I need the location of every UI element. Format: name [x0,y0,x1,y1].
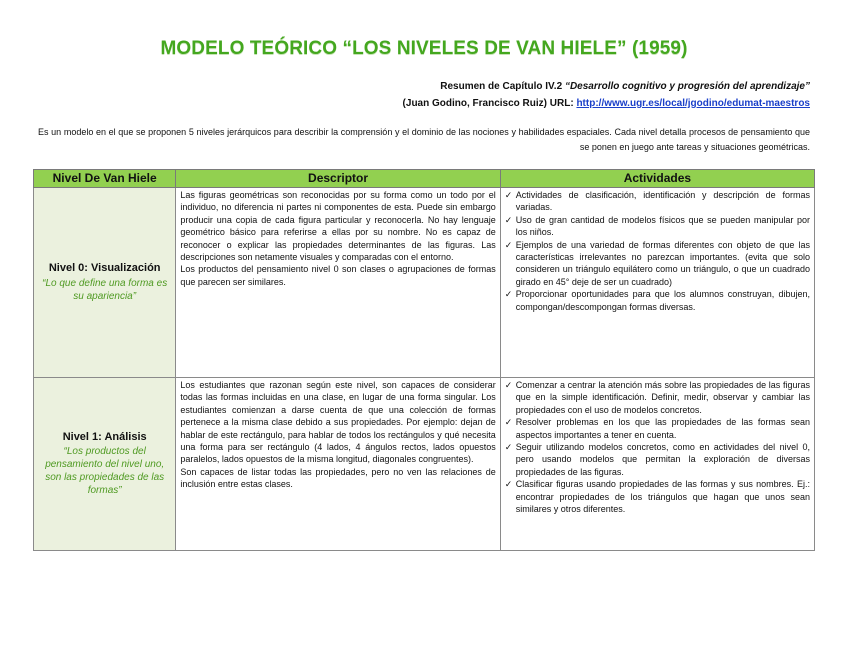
reference-line-1 [440,81,810,92]
nivel-quote: “Lo que define una forma es su apariencia” [42,277,168,302]
table-header-row [34,170,815,188]
document-title: MODELO TEÓRICO “LOS NIVELES DE VAN HIELE” (1959) [160,38,688,59]
checkmark-icon: ✓ [504,190,513,200]
descriptor-paragraph: Los estudiantes que razonan según este nivel, son capaces de considerar todas las formas incluidas en una clase, en lugar de una forma singular. Los estudiantes comienzan a darse cuenta de que una colección de formas pertenece a la misma clase debido a sus propiedades. Por ejemplo: dejan de hablar de este rectángulo, para hablar de todos los rectángulos y qué necesita una forma para ser rectángulo (4 lados, 4 ángulos rectos, lados opuestos paralelos, lados opuestos de la misma longitud, diagonales congruentes). [180,380,496,465]
actividades-cell [500,378,814,551]
intro-paragraph: Es un modelo en el que se proponen 5 niveles jerárquicos para describir la comprensión y el dominio de las nociones y habilidades espaciales. Cada nivel detalla procesos de pensamiento que se ponen en juego ante tareas y situaciones geométricas. [38,127,810,152]
nivel-name: Nivel 0: Visualización [48,262,161,275]
nivel-cell [34,188,176,378]
descriptor-paragraph: Son capaces de listar todas las propiedades, pero no ven las relaciones de inclusión entre estas clases. [180,466,496,490]
activity-text: Ejemplos de una variedad de formas diferentes con objeto de que las características irrelevantes no parezcan importantes. (evita que solo consideren un triángulo equilátero como un triángulo, o que un cuadrado girado en 45° deje de ser un cuadrado) [515,239,810,287]
list-item [505,189,810,214]
checkmark-icon: ✓ [504,289,513,300]
activity-text: Comenzar a centrar la atención más sobre las propiedades de las figuras que en la simple identificación. Definir, medir, observar y cambiar las propiedades con el uso de modelos concretos. [515,380,810,415]
table-row [34,378,815,551]
list-item [505,239,810,289]
actividades-list [505,379,810,515]
reference-url-link[interactable]: http://www.ugr.es/local/jgodino/edumat-maestros [576,98,810,109]
reference-chapter: Resumen de Capítulo IV.2 [440,81,565,92]
list-item [505,288,810,313]
activity-text: Resolver problemas en los que las propiedades de las formas sean aspectos importantes a tener en cuenta. [515,417,810,440]
column-header-descriptor: Descriptor [176,170,500,188]
checkmark-icon: ✓ [504,239,513,250]
checkmark-icon: ✓ [504,442,513,453]
list-item [505,214,810,239]
activity-text: Clasificar figuras usando propiedades de las formas y sus nombres. Ej.: encontrar propiedades de los triángulos que hagan que unos sean similares y otros diferentes. [515,479,810,515]
reference-chapter-title: “Desarrollo cognitivo y progresión del aprendizaje” [564,81,810,92]
actividades-list [505,189,810,313]
checkmark-icon: ✓ [504,214,513,225]
column-header-nivel: Nivel De Van Hiele [34,170,176,188]
nivel-name: Nivel 1: Análisis [62,430,147,443]
descriptor-paragraph: Los productos del pensamiento nivel 0 son clases o agrupaciones de formas que parecen ser similares. [180,264,496,287]
activity-text: Uso de gran cantidad de modelos físicos que se pueden manipular por los niños. [515,214,810,238]
list-item [505,441,810,478]
activity-text: Seguir utilizando modelos concretos, como en actividades del nivel 0, pero usando modelos que permitan la exploración de diversas propiedades de las figuras. [515,442,810,477]
descriptor-cell [176,378,500,551]
descriptor-cell [176,188,500,378]
list-item [505,478,810,515]
nivel-quote: “Los productos del pensamiento del nivel uno, son las propiedades de las formas” [45,446,165,497]
checkmark-icon: ✓ [504,417,513,428]
column-header-actividades: Actividades [500,170,814,188]
checkmark-icon: ✓ [504,380,513,390]
van-hiele-table [33,169,815,551]
list-item [505,416,810,441]
activity-text: Actividades de clasificación, identificación y descripción de formas variadas. [515,190,810,213]
activity-text: Proporcionar oportunidades para que los alumnos construyan, dibujen, compongan/descompongan formas diversas. [515,289,810,312]
reference-line-2 [403,98,810,109]
nivel-cell [34,378,176,551]
descriptor-paragraph: Las figuras geométricas son reconocidas por su forma como un todo por el individuo, no diferencia ni partes ni componentes de esta. Puede sin embargo producir una copia de cada figura particular y reconocerla. No hay lenguaje geométrico básico para referirse a ellas por su nombre. No es capaz de reconocer o explicar las propiedades determinantes de las figuras. Las descripciones son netamente visuales y comparadas con el entorno. [180,190,496,263]
checkmark-icon: ✓ [504,479,513,490]
actividades-cell [500,188,814,378]
list-item [505,379,810,416]
reference-authors: (Juan Godino, Francisco Ruiz) URL: [402,98,577,109]
table-row [34,188,815,378]
